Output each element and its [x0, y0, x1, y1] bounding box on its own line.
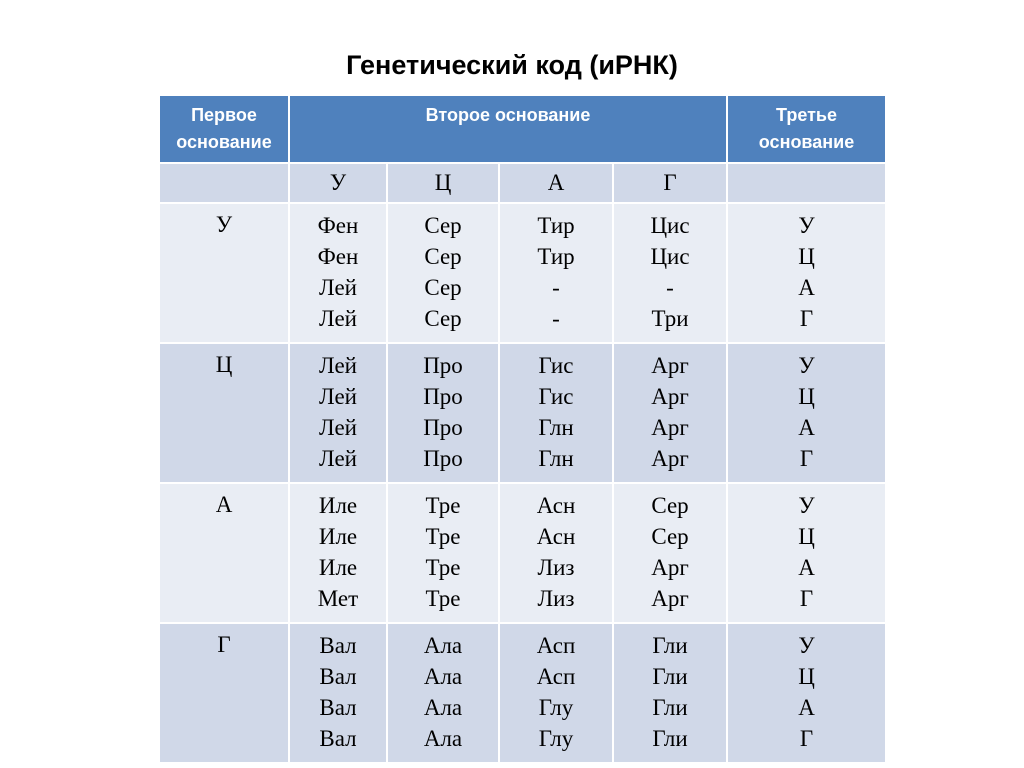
table-body [159, 95, 886, 763]
third-base: У [798, 213, 815, 238]
second-base-empty-right [727, 163, 886, 203]
amino-acid: Сер [424, 244, 462, 269]
third-base: У [798, 633, 815, 658]
amino-acid: Арг [651, 353, 689, 378]
amino-acid-cell [499, 623, 613, 763]
third-base: Г [799, 306, 814, 331]
amino-acid: Сер [424, 275, 462, 300]
codon-group-row [159, 483, 886, 623]
third-base: Ц [798, 384, 815, 409]
amino-acid: Сер [651, 524, 689, 549]
first-base-cell: А [159, 483, 289, 623]
second-base-row [159, 163, 886, 203]
amino-acid: Сер [651, 493, 689, 518]
amino-acid: Глн [538, 446, 574, 471]
amino-acid-cell [387, 343, 499, 483]
amino-acid: Цис [650, 244, 690, 269]
header-first-line1: Первое [191, 105, 257, 125]
amino-acid-cell [613, 203, 727, 343]
third-base: А [798, 555, 815, 580]
amino-acid: Гли [652, 726, 688, 751]
amino-acid-cell [289, 483, 387, 623]
amino-acid: Иле [318, 555, 358, 580]
second-base-a: А [499, 163, 613, 203]
amino-acid: Сер [424, 213, 462, 238]
amino-acid: Тре [425, 586, 461, 611]
amino-acid-cell [613, 483, 727, 623]
second-base-u: У [289, 163, 387, 203]
third-base: Ц [798, 664, 815, 689]
header-third-base [727, 95, 886, 163]
amino-acid: Цис [650, 213, 690, 238]
amino-acid: Фен [317, 244, 359, 269]
amino-acid: Глу [538, 695, 574, 720]
header-first-base [159, 95, 289, 163]
amino-acid-cell [613, 343, 727, 483]
amino-acid: Тир [537, 244, 575, 269]
amino-acid: Сер [424, 306, 462, 331]
codon-group-row [159, 203, 886, 343]
codon-group-row [159, 343, 886, 483]
second-base-empty-left [159, 163, 289, 203]
amino-acid: Гли [652, 633, 688, 658]
third-base-cell [727, 343, 886, 483]
amino-acid-cell [499, 343, 613, 483]
amino-acid: Ала [423, 633, 463, 658]
amino-acid-cell [499, 203, 613, 343]
genetic-code-table [158, 94, 887, 764]
amino-acid: Про [423, 353, 463, 378]
amino-acid: Арг [651, 555, 689, 580]
amino-acid: Ала [423, 664, 463, 689]
amino-acid-cell [289, 623, 387, 763]
amino-acid: Ала [423, 726, 463, 751]
amino-acid: Арг [651, 415, 689, 440]
amino-acid: Иле [318, 524, 358, 549]
amino-acid: - [552, 306, 560, 331]
amino-acid: Гис [538, 384, 574, 409]
amino-acid-cell [613, 623, 727, 763]
amino-acid: Лей [319, 275, 357, 300]
second-base-g: Г [613, 163, 727, 203]
amino-acid: Арг [651, 384, 689, 409]
amino-acid: Тир [537, 213, 575, 238]
amino-acid: Иле [318, 493, 358, 518]
page-title: Генетический код (иРНК) [346, 50, 678, 80]
header-third-line1: Третье [776, 105, 837, 125]
codon-group-row [159, 623, 886, 763]
amino-acid: Лей [319, 306, 357, 331]
third-base: Ц [798, 524, 815, 549]
amino-acid: Асп [536, 664, 576, 689]
header-row [159, 95, 886, 163]
amino-acid: Тре [425, 493, 461, 518]
amino-acid: - [666, 275, 674, 300]
third-base: Ц [798, 244, 815, 269]
first-base-cell: Ц [159, 343, 289, 483]
amino-acid: Три [651, 306, 689, 331]
third-base-cell [727, 203, 886, 343]
third-base: У [798, 493, 815, 518]
amino-acid: - [552, 275, 560, 300]
third-base-cell [727, 483, 886, 623]
header-second-base: Второе основание [289, 95, 727, 163]
amino-acid: Глу [538, 726, 574, 751]
amino-acid: Арг [651, 446, 689, 471]
amino-acid: Лиз [537, 555, 575, 580]
amino-acid-cell [387, 203, 499, 343]
amino-acid: Вал [319, 726, 357, 751]
amino-acid-cell [289, 343, 387, 483]
header-third-line2: основание [758, 132, 855, 152]
third-base: Г [799, 586, 814, 611]
amino-acid: Вал [319, 695, 357, 720]
amino-acid: Лей [319, 446, 357, 471]
third-base: А [798, 415, 815, 440]
third-base: А [798, 695, 815, 720]
amino-acid: Асн [536, 493, 576, 518]
amino-acid: Вал [319, 633, 357, 658]
amino-acid: Фен [317, 213, 359, 238]
amino-acid: Лей [319, 415, 357, 440]
third-base: У [798, 353, 815, 378]
amino-acid: Про [423, 415, 463, 440]
amino-acid: Лей [319, 384, 357, 409]
amino-acid: Лей [319, 353, 357, 378]
amino-acid: Ала [423, 695, 463, 720]
amino-acid: Гис [538, 353, 574, 378]
amino-acid: Вал [319, 664, 357, 689]
amino-acid: Асп [536, 633, 576, 658]
amino-acid: Тре [425, 555, 461, 580]
amino-acid: Гли [652, 695, 688, 720]
third-base: А [798, 275, 815, 300]
first-base-cell: У [159, 203, 289, 343]
third-base-cell [727, 623, 886, 763]
header-first-line2: основание [176, 132, 272, 152]
amino-acid: Мет [317, 586, 359, 611]
amino-acid: Асн [536, 524, 576, 549]
amino-acid-cell [289, 203, 387, 343]
third-base: Г [799, 446, 814, 471]
amino-acid: Про [423, 384, 463, 409]
amino-acid-cell [499, 483, 613, 623]
first-base-cell: Г [159, 623, 289, 763]
amino-acid: Лиз [537, 586, 575, 611]
amino-acid: Тре [425, 524, 461, 549]
amino-acid-cell [387, 483, 499, 623]
amino-acid: Глн [538, 415, 574, 440]
amino-acid: Гли [652, 664, 688, 689]
amino-acid: Про [423, 446, 463, 471]
amino-acid-cell [387, 623, 499, 763]
amino-acid: Арг [651, 586, 689, 611]
third-base: Г [799, 726, 814, 751]
second-base-c: Ц [387, 163, 499, 203]
